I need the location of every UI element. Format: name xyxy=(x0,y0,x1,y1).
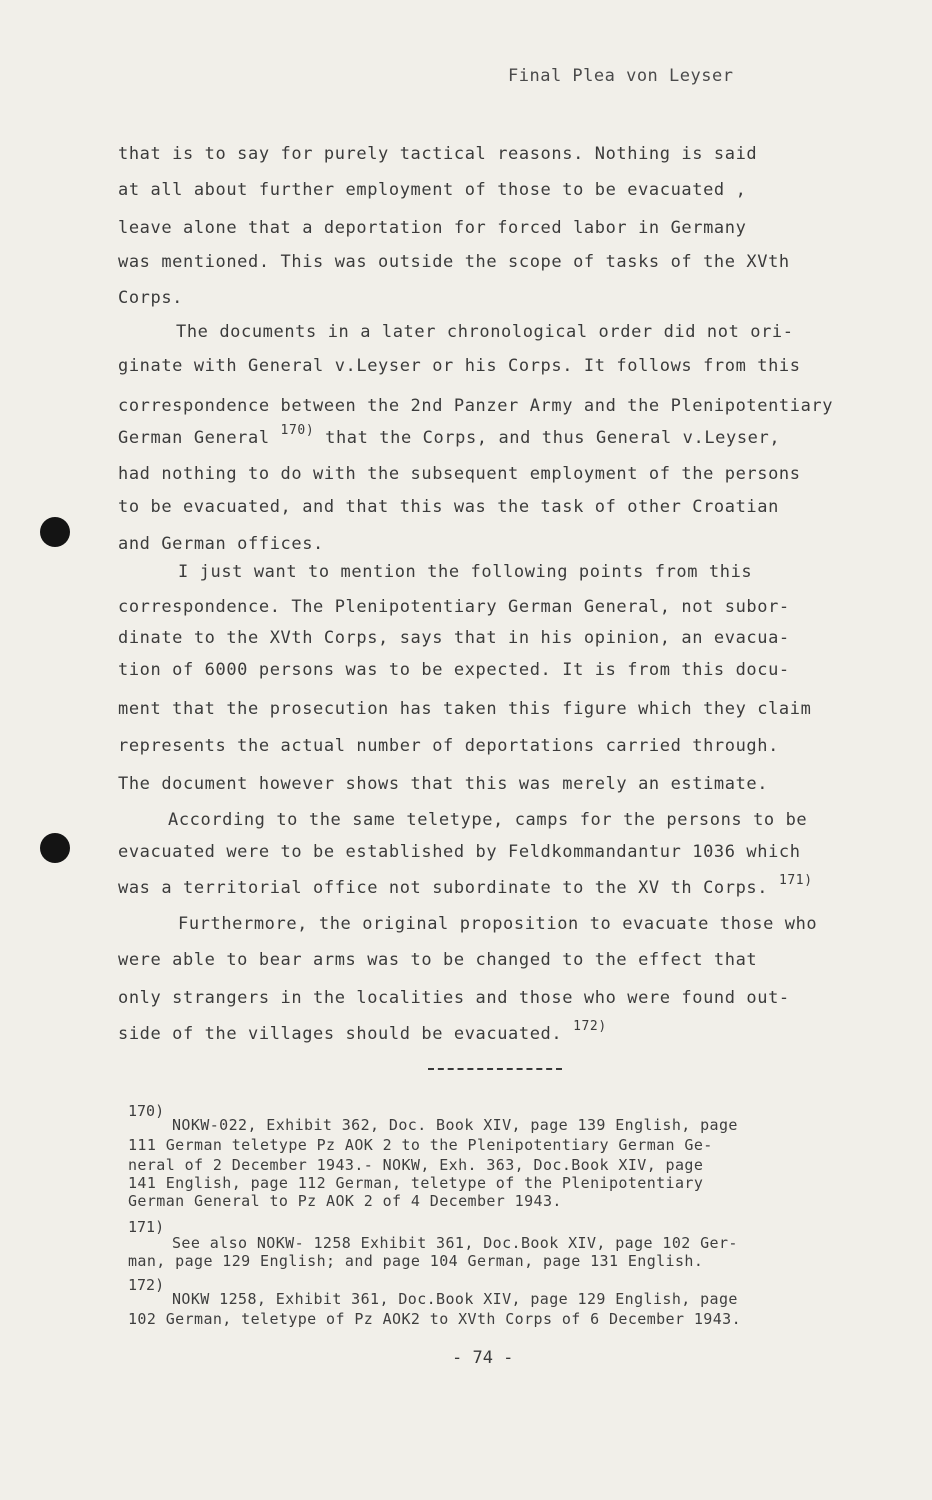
footnote-172-mark: 172) xyxy=(128,1276,165,1294)
footnote-172-line: 102 German, teletype of Pz AOK2 to XVth Corps of 6 December 1943. xyxy=(128,1310,741,1328)
body-line-start: German General xyxy=(118,428,270,448)
body-line: Corps. xyxy=(118,288,184,308)
footnote-171-line: See also NOKW- 1258 Exhibit 361, Doc.Book XIV, page 102 Ger- xyxy=(172,1234,738,1252)
body-line: Furthermore, the original proposition to evacuate those who xyxy=(178,914,818,934)
body-line: ment that the prosecution has taken this figure which they claim xyxy=(118,699,812,719)
body-line: at all about further employment of those to be evacuated , xyxy=(118,180,747,200)
running-header: Final Plea von Leyser xyxy=(508,66,734,86)
body-line: leave alone that a deportation for forced labor in Germany xyxy=(118,218,747,238)
body-line: and German offices. xyxy=(118,534,324,554)
footnote-172-line: NOKW 1258, Exhibit 361, Doc.Book XIV, page 129 English, page xyxy=(172,1290,738,1308)
footnote-ref-170: 170) xyxy=(280,423,315,438)
body-line: The document however shows that this was merely an estimate. xyxy=(118,774,769,794)
footnote-171-mark: 171) xyxy=(128,1218,165,1236)
footnote-ref-171: 171) xyxy=(778,873,813,888)
punch-hole-upper xyxy=(40,517,70,547)
body-line: dinate to the XVth Corps, says that in his opinion, an evacua- xyxy=(118,628,790,648)
footnote-170-line: 111 German teletype Pz AOK 2 to the Plenipotentiary German Ge- xyxy=(128,1136,713,1154)
body-line: correspondence. The Plenipotentiary German General, not subor- xyxy=(118,597,790,617)
body-line: evacuated were to be established by Feldkommandantur 1036 which xyxy=(118,842,801,862)
page-number: - 74 - xyxy=(452,1348,514,1368)
footnote-171-line: man, page 129 English; and page 104 German, page 131 English. xyxy=(128,1252,704,1270)
body-line-start: was a territorial office not subordinate to the XV th Corps. xyxy=(118,878,769,898)
body-line: tion of 6000 persons was to be expected. It is from this docu- xyxy=(118,660,790,680)
body-line: had nothing to do with the subsequent employment of the persons xyxy=(118,464,801,484)
body-line: that is to say for purely tactical reasons. Nothing is said xyxy=(118,144,758,164)
footnote-170-line: neral of 2 December 1943.- NOKW, Exh. 363, Doc.Book XIV, page xyxy=(128,1156,704,1174)
body-line xyxy=(118,1019,607,1044)
body-line: were able to bear arms was to be changed to the effect that xyxy=(118,950,758,970)
body-line: only strangers in the localities and those who were found out- xyxy=(118,988,790,1008)
body-line: was mentioned. This was outside the scope of tasks of the XVth xyxy=(118,252,790,272)
body-line: correspondence between the 2nd Panzer Army and the Plenipotentiary xyxy=(118,396,834,416)
body-line-start: side of the villages should be evacuated. xyxy=(118,1024,563,1044)
body-line-end: that the Corps, and thus General v.Leyser, xyxy=(325,428,781,448)
footnote-ref-172: 172) xyxy=(573,1019,607,1034)
footnote-170-mark: 170) xyxy=(128,1102,165,1120)
body-line: represents the actual number of deportations carried through. xyxy=(118,736,779,756)
body-line xyxy=(118,423,781,448)
body-line: ginate with General v.Leyser or his Corps. It follows from this xyxy=(118,356,801,376)
body-line: to be evacuated, and that this was the task of other Croatian xyxy=(118,497,779,517)
body-line: According to the same teletype, camps for the persons to be xyxy=(168,810,808,830)
footnote-170-line: NOKW-022, Exhibit 362, Doc. Book XIV, page 139 English, page xyxy=(172,1116,738,1134)
body-line xyxy=(118,873,813,898)
footnote-170-line: 141 English, page 112 German, teletype of the Plenipotentiary xyxy=(128,1174,704,1192)
footnote-separator xyxy=(428,1068,562,1070)
body-line: The documents in a later chronological order did not ori- xyxy=(176,322,794,342)
body-line: I just want to mention the following points from this xyxy=(178,562,753,582)
punch-hole-lower xyxy=(40,833,70,863)
footnote-170-line: German General to Pz AOK 2 of 4 December 1943. xyxy=(128,1192,562,1210)
